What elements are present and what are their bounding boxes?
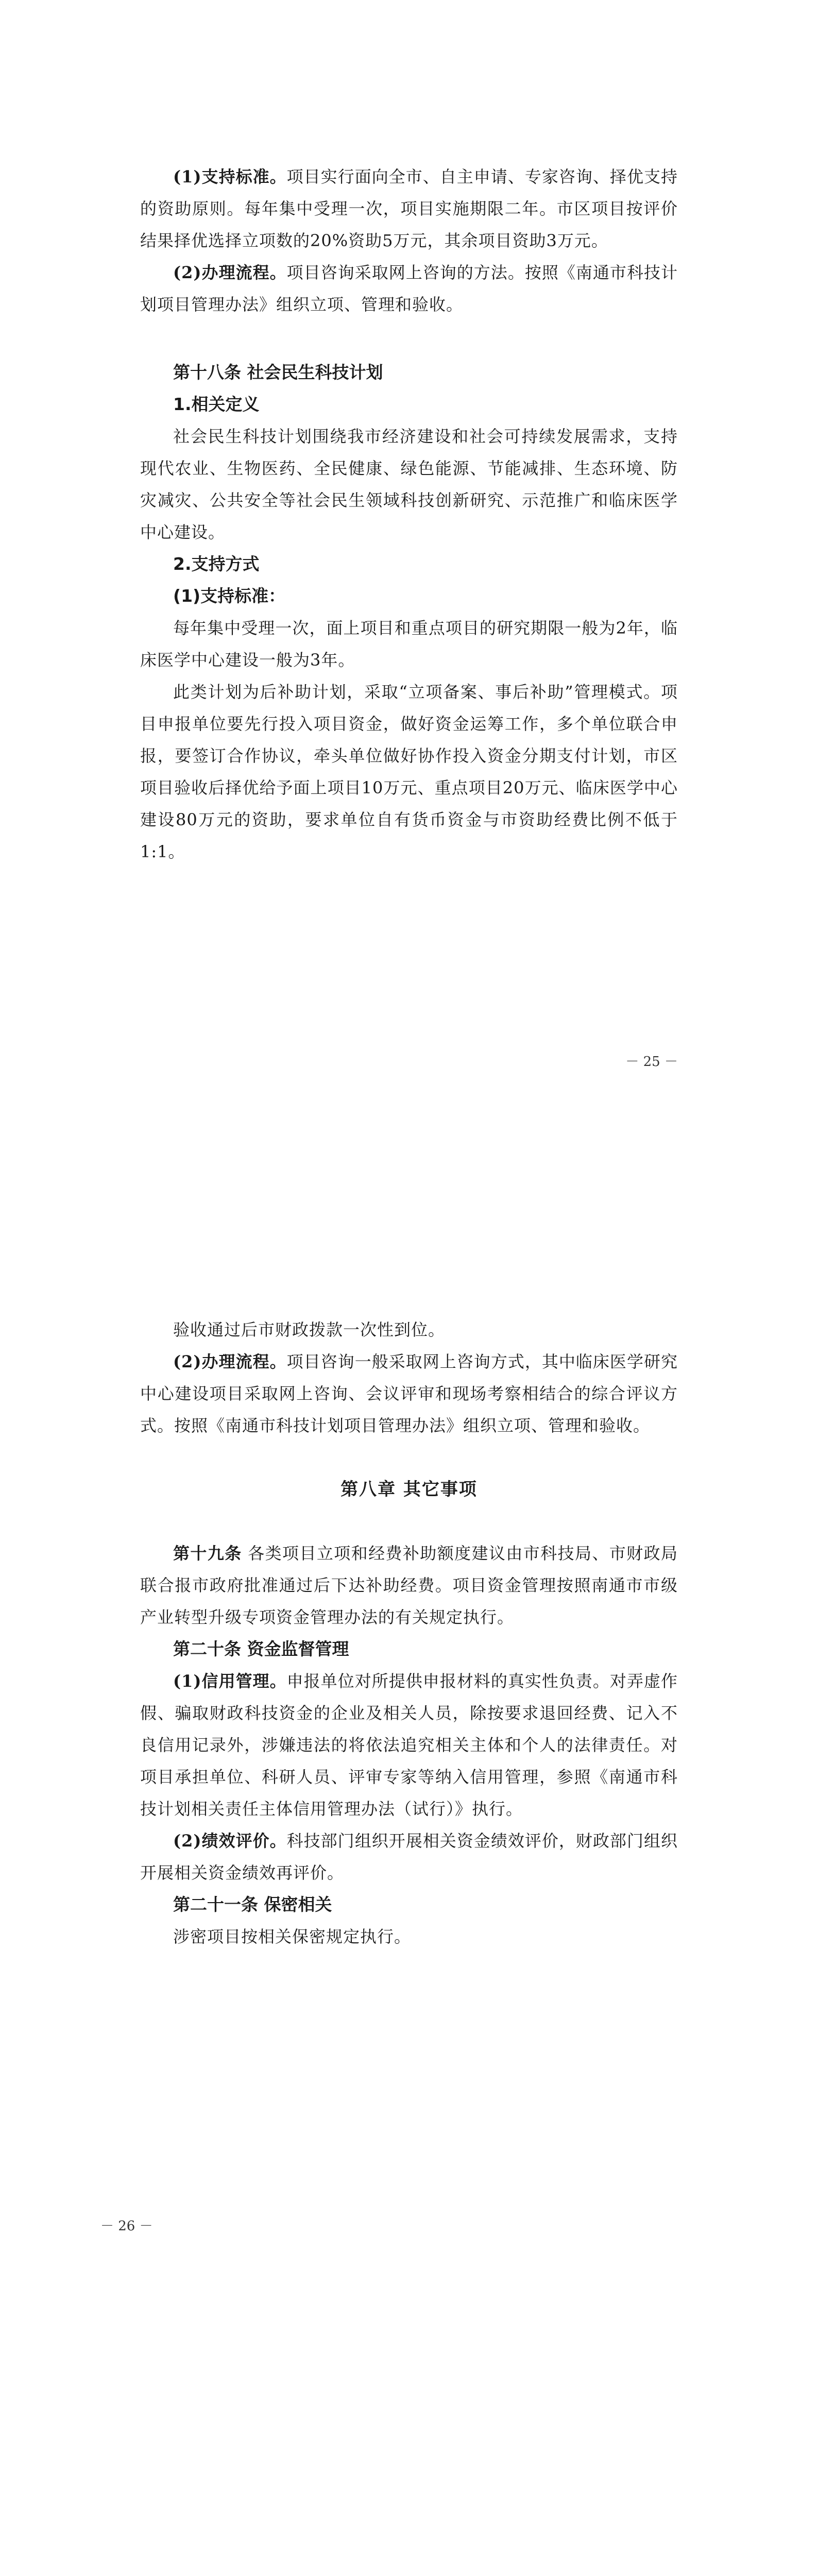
continued-text: 验收通过后市财政拨款一次性到位。 <box>173 1320 446 1340</box>
page-27 <box>0 2313 818 2576</box>
article-20-heading: 第二十条 资金监督管理 <box>173 1639 349 1659</box>
page-26-body <box>140 1314 678 1953</box>
page-26 <box>0 1154 818 2308</box>
credit-paragraph <box>140 1665 678 1825</box>
process-paragraph-2 <box>140 1346 678 1442</box>
article-19-text: 各类项目立项和经费补助额度建议由市科技局、市财政局联合报市政府批准通过后下达补助经费。项目资金管理按照南通市市级产业转型升级专项资金管理办法的有关规定执行。 <box>140 1544 678 1627</box>
credit-text: 申报单位对所提供申报材料的真实性负责。对弄虚作假、骗取财政科技资金的企业及相关人员，除按要求退回经费、记入不良信用记录外，涉嫌违法的将依法追究相关主体和个人的法律责任。对项目承担单位、科研人员、评审专家等纳入信用管理，参照《南通市科技计划相关责任主体信用管理办法（试行）》执行。 <box>140 1671 678 1819</box>
page-number: － 26 － <box>100 2218 153 2234</box>
process-text-2: 项目咨询一般采取网上咨询方式，其中临床医学研究中心建设项目采取网上咨询、会议评审和现场考察相结合的综合评议方式。按照《南通市科技计划项目管理办法》组织立项、管理和验收。 <box>140 1352 678 1435</box>
page-25 <box>0 0 818 1123</box>
article-18-heading: 第十八条 社会民生科技计划 <box>173 362 383 382</box>
article-21-heading: 第二十一条 保密相关 <box>173 1894 332 1914</box>
performance-lead: (2)绩效评价。 <box>173 1831 287 1851</box>
process-lead: (2)办理流程。 <box>173 263 287 282</box>
credit-lead: (1)信用管理。 <box>173 1671 287 1691</box>
support-standard-heading: (1)支持标准： <box>173 586 286 606</box>
performance-paragraph <box>140 1825 678 1889</box>
definition-text: 社会民生科技计划围绕我市经济建设和社会可持续发展需求，支持现代农业、生物医药、全民健康、绿色能源、节能减排、生态环境、防灾减灾、公共安全等社会民生领域科技创新研究、示范推广和临床医学中心建设。 <box>140 427 678 542</box>
chapter-8-heading: 第八章 其它事项 <box>340 1479 478 1500</box>
page-25-body <box>140 161 678 868</box>
performance-text: 科技部门组织开展相关资金绩效评价，财政部门组织开展相关资金绩效再评价。 <box>140 1831 678 1883</box>
secrecy-text: 涉密项目按相关保密规定执行。 <box>173 1927 412 1946</box>
process-lead-2: (2)办理流程。 <box>173 1352 287 1371</box>
process-paragraph <box>140 257 678 320</box>
definition-heading: 1.相关定义 <box>173 394 260 414</box>
support-standard-paragraph <box>140 161 678 257</box>
article-19-paragraph <box>140 1537 678 1633</box>
process-text: 项目咨询采取网上咨询的方法。按照《南通市科技计划项目管理办法》组织立项、管理和验收。 <box>140 263 678 314</box>
subsidy-text: 此类计划为后补助计划，采取“立项备案、事后补助”管理模式。项目申报单位要先行投入项目资金，做好资金运筹工作，多个单位联合申报，要签订合作协议，牵头单位做好协作投入资金分期支付计划，市区项目验收后择优给予面上项目10万元、重点项目20万元、临床医学中心建设80万元的资助，要求单位自有货币资金与市资助经费比例不低于1:1。 <box>140 682 678 861</box>
support-standard-lead: (1)支持标准。 <box>173 167 287 187</box>
page-number: － 25 － <box>625 1054 678 1070</box>
support-period-text: 每年集中受理一次，面上项目和重点项目的研究期限一般为2年，临床医学中心建设一般为3年。 <box>140 618 678 670</box>
article-19-lead: 第十九条 <box>173 1544 242 1563</box>
support-mode-heading: 2.支持方式 <box>173 554 260 574</box>
support-standard-text: 项目实行面向全市、自主申请、专家咨询、择优支持的资助原则。每年集中受理一次，项目实施期限二年。市区项目按评价结果择优选择立项数的20%资助5万元，其余项目资助3万元。 <box>140 167 678 250</box>
